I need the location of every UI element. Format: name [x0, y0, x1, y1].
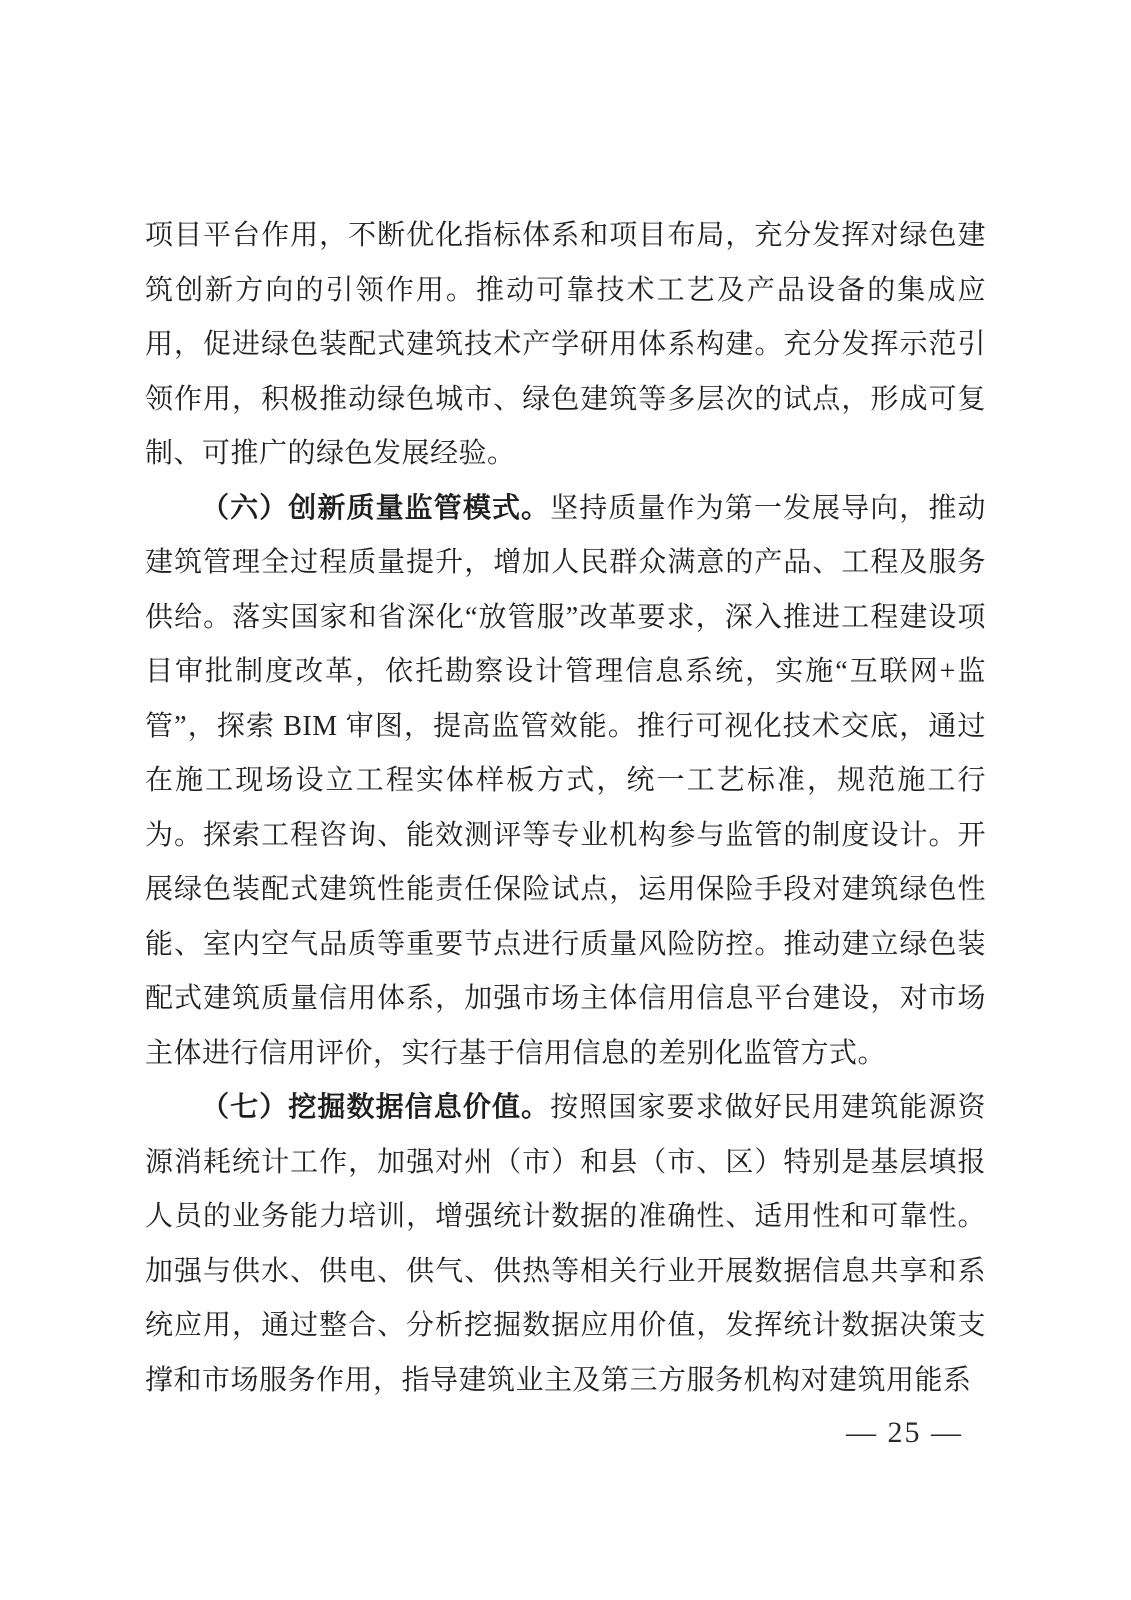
paragraph-continuation-text: 项目平台作用，不断优化指标体系和项目布局，充分发挥对绿色建筑创新方向的引领作用。推动可靠技术工艺及产品设备的集成应用，促进绿色装配式建筑技术产学研用体系构建。充分发挥示范引领作用，积极推动绿色城市、绿色建筑等多层次的试点，形成可复制、可推广的绿色发展经验。: [145, 220, 986, 469]
section-7-text: 按照国家要求做好民用建筑能源资源消耗统计工作，加强对州（市）和县（市、区）特别是基层填报人员的业务能力培训，增强统计数据的准确性、适用性和可靠性。加强与供水、供电、供气、供热等相关行业开展数据信息共享和系统应用，通过整合、分析挖掘数据应用价值，发挥统计数据决策支撑和市场服务作用，指导建筑业主及第三方服务机构对建筑用能系: [145, 1092, 986, 1396]
document-body: [145, 209, 986, 1408]
paragraph-section-6: [145, 482, 986, 1082]
section-6-heading: （六）创新质量监管模式。: [201, 492, 551, 524]
section-6-text: 坚持质量作为第一发展导向，推动建筑管理全过程质量提升，增加人民群众满意的产品、工程及服务供给。落实国家和省深化“放管服”改革要求，深入推进工程建设项目审批制度改革，依托勘察设计管理信息系统，实施“互联网+监管”，探索 BIM 审图，提高监管效能。推行可视化技术交底，通过在施工现场设立工程实体样板方式，统一工艺标准，规范施工行为。探索工程咨询、能效测评等专业机构参与监管的制度设计。开展绿色装配式建筑性能责任保险试点，运用保险手段对建筑绿色性能、室内空气品质等重要节点进行质量风险防控。推动建立绿色装配式建筑质量信用体系，加强市场主体信用信息平台建设，对市场主体进行信用评价，实行基于信用信息的差别化监管方式。: [145, 492, 986, 1069]
paragraph-section-7: [145, 1081, 986, 1408]
paragraph-continuation: [145, 209, 986, 482]
page-number: — 25 —: [846, 1416, 963, 1449]
section-7-heading: （七）挖掘数据信息价值。: [201, 1092, 551, 1123]
